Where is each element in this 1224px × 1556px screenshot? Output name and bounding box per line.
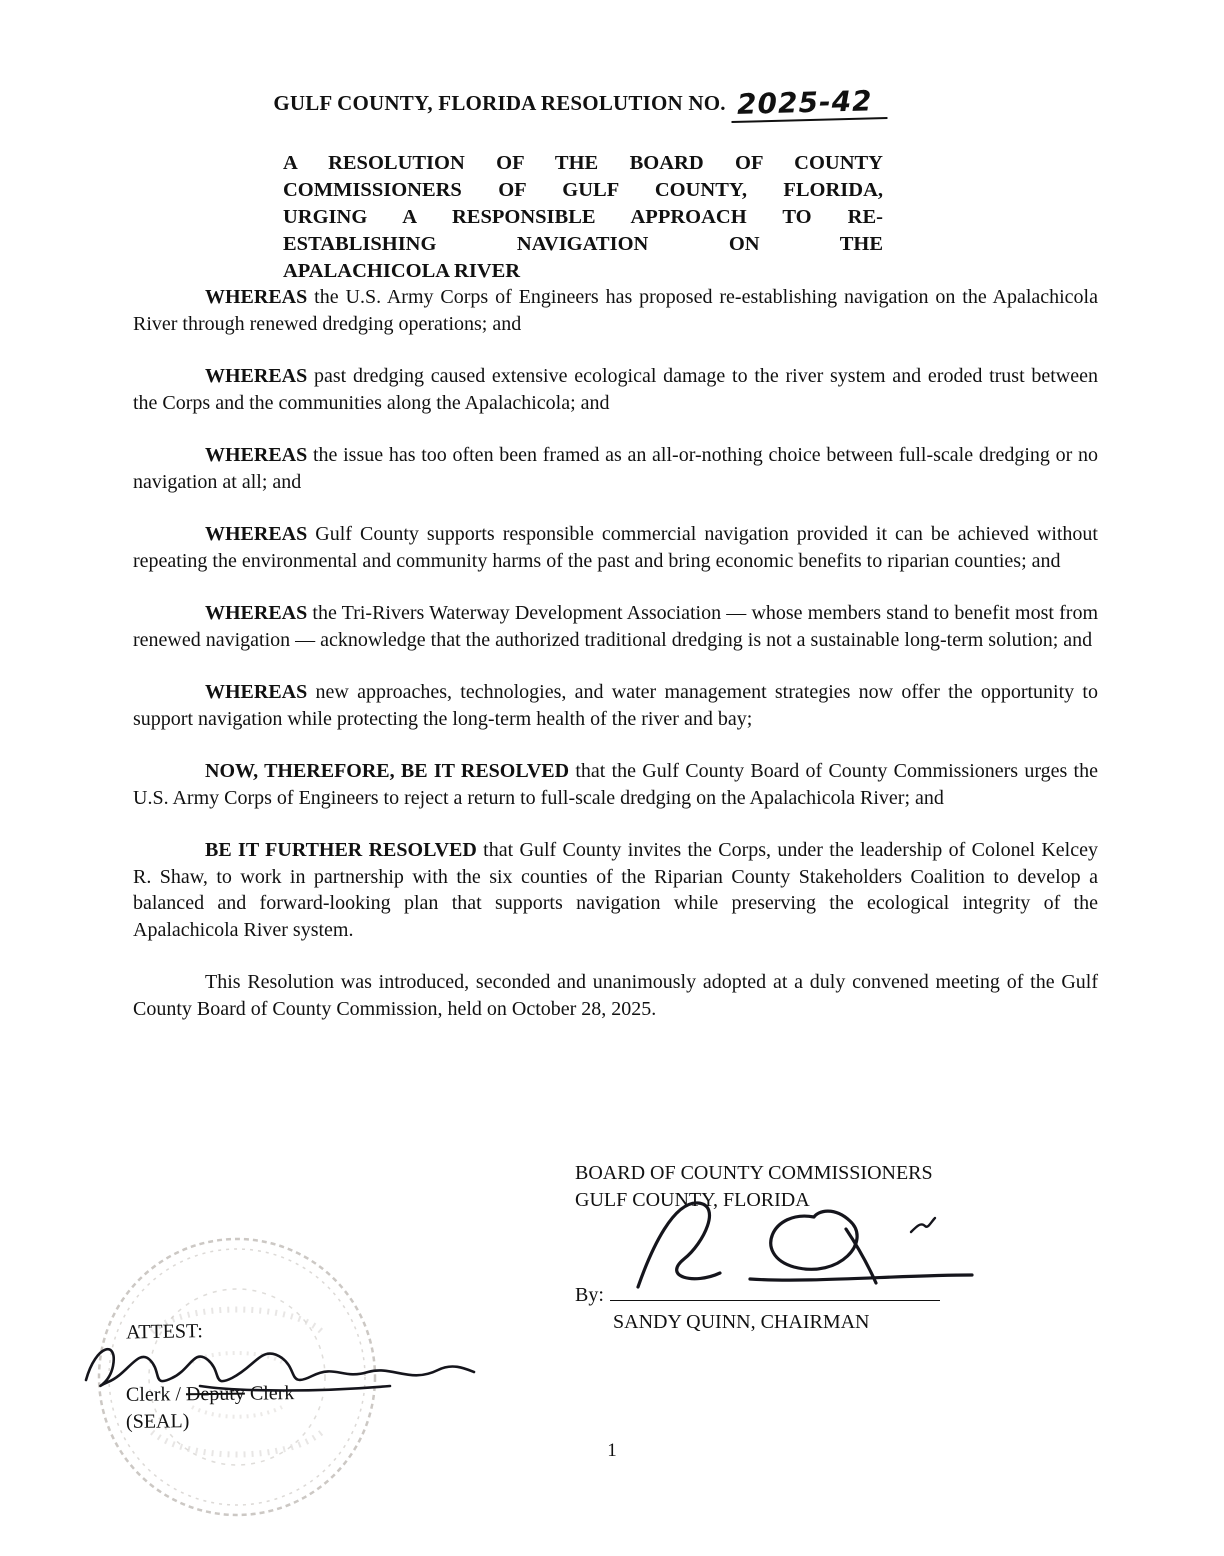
paragraph-text: new approaches, technologies, and water management strategies now offer the opportunity to support navigation while protecting the long-term health of the river and bay; [133, 681, 1098, 730]
paragraph-lead: WHEREAS [205, 602, 308, 624]
paragraph-lead: WHEREAS [205, 365, 308, 387]
paragraph-text: the U.S. Army Corps of Engineers has proposed re-establishing navigation on the Apalachicola River through renewed dredging operations; and [133, 286, 1098, 335]
further-resolved-paragraph [133, 837, 1098, 943]
whereas-paragraph [133, 600, 1098, 653]
resolution-number-handwritten: 2025-42 [731, 84, 887, 123]
paragraph-text: the issue has too often been framed as an all-or-nothing choice between full-scale dredging or no navigation at all; and [133, 444, 1098, 493]
whereas-paragraph [133, 521, 1098, 574]
heading-line: ESTABLISHING NAVIGATION ON THE [283, 233, 883, 255]
org-line-2: GULF COUNTY, FLORIDA [575, 1189, 810, 1211]
adoption-paragraph [133, 969, 1098, 1022]
paragraph-lead: WHEREAS [205, 286, 308, 308]
whereas-paragraph [133, 363, 1098, 416]
paragraph-lead: NOW, THEREFORE, BE IT RESOLVED [205, 760, 570, 782]
signature-space [575, 1214, 1015, 1280]
deputy-struck-text: Deputy [185, 1382, 245, 1406]
whereas-paragraph [133, 284, 1098, 337]
heading-line: URGING A RESPONSIBLE APPROACH TO RE- [283, 206, 883, 228]
page-number: 1 [607, 1440, 617, 1461]
whereas-paragraph [133, 442, 1098, 495]
signature-block [575, 1160, 1015, 1336]
seal-label: (SEAL) [125, 1410, 190, 1433]
paragraph-lead: WHEREAS [205, 523, 308, 545]
heading-line: COMMISSIONERS OF GULF COUNTY, FLORIDA, [283, 179, 883, 201]
paragraph-lead: WHEREAS [205, 681, 308, 703]
resolution-body [133, 284, 1098, 1048]
paragraph-text: the Tri-Rivers Waterway Development Association — whose members stand to benefit most from renewed navigation — acknowledge that the authorized traditional dredging is not a sustainable long-term solution; and [133, 602, 1098, 651]
paragraph-lead: BE IT FURTHER RESOLVED [205, 839, 477, 861]
signer-name: SANDY QUINN, CHAIRMAN [613, 1311, 870, 1333]
paragraph-text: that Gulf County invites the Corps, under the leadership of Colonel Kelcey R. Shaw, to work in partnership with the six counties of the Riparian County Stakeholders Coalition to develop a balanced and forward-looking plan that supports navigation while preserving the ecological integrity of the Apalachicola River system. [133, 839, 1098, 941]
title-text: GULF COUNTY, FLORIDA RESOLUTION NO. [273, 91, 726, 115]
by-label: By: [575, 1284, 604, 1306]
paragraph-text: Gulf County supports responsible commercial navigation provided it can be achieved without repeating the environmental and community harms of the past and bring economic benefits to riparian counties; and [133, 523, 1098, 572]
resolved-paragraph [133, 758, 1098, 811]
attest-label: ATTEST: [125, 1320, 203, 1344]
org-line-1: BOARD OF COUNTY COMMISSIONERS [575, 1162, 933, 1184]
whereas-paragraph [133, 679, 1098, 732]
heading-line: A RESOLUTION OF THE BOARD OF COUNTY [283, 152, 883, 174]
paragraph-text: that the Gulf County Board of County Commissioners urges the U.S. Army Corps of Engineers to reject a return to full-scale dredging on the Apalachicola River; and [133, 760, 1098, 809]
paragraph-text: This Resolution was introduced, seconded and unanimously adopted at a duly convened meeting of the Gulf County Board of County Commission, held on October 28, 2025. [133, 971, 1098, 1020]
heading-line: APALACHICOLA RIVER [283, 260, 521, 282]
clerk-title-line [126, 1380, 295, 1409]
document-title [0, 84, 1192, 119]
clerk-prefix: Clerk / [125, 1383, 182, 1406]
paragraph-text: past dredging caused extensive ecological damage to the river system and eroded trust between the Corps and the communities along the Apalachicola; and [133, 365, 1098, 414]
signature-line [610, 1280, 940, 1301]
by-row [575, 1280, 1015, 1309]
attest-block [126, 1318, 294, 1435]
resolution-heading [283, 150, 883, 285]
paragraph-lead: WHEREAS [205, 444, 308, 466]
clerk-suffix: Clerk [249, 1382, 295, 1405]
